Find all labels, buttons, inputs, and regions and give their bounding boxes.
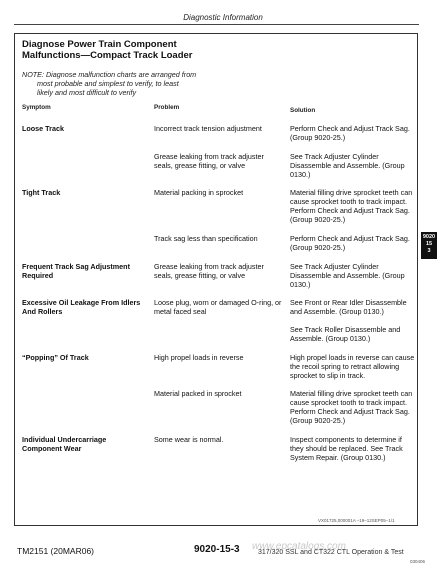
column-header-symptom: Symptom xyxy=(22,104,51,111)
row-3-solution: Material filling drive sprocket teeth can cause sprocket tooth to track impact. Perform Check and Adjust Track Sag. (Group 9020-25.) xyxy=(290,188,413,224)
reference-code: VX01725,000001A –19–12SEP05–1/1 xyxy=(318,518,395,523)
title-line-2: Malfunctions—Compact Track Loader xyxy=(22,50,193,61)
section-tab-line-3: 3 xyxy=(427,248,431,254)
note-line-3: likely and most difficult to verify xyxy=(37,88,137,97)
section-tab-line-2: 15 xyxy=(425,241,433,247)
row-10-solution: Inspect components to determine if they should be replaced. See Track System Repair. (Group 0130.) xyxy=(290,435,403,462)
section-tab-line-1: 9020 xyxy=(422,234,436,240)
row-4-solution: Perform Check and Adjust Track Sag. (Group 9020-25.) xyxy=(290,234,410,252)
row-3-symptom: Tight Track xyxy=(22,188,61,197)
section-header: Diagnostic Information xyxy=(183,13,263,22)
row-8-problem: High propel loads in reverse xyxy=(154,353,244,362)
footer-page-number: 9020-15-3 xyxy=(194,544,240,555)
note-line-2: most probable and simplest to verify, to least xyxy=(37,79,179,88)
row-6-solution: See Front or Rear Idler Disassemble and Assemble. (Group 0130.) xyxy=(290,298,407,316)
footer-manual-id: TM2151 (20MAR06) xyxy=(17,546,95,556)
row-1-solution: Perform Check and Adjust Track Sag. (Group 9020-25.) xyxy=(290,124,410,142)
note-line-1: NOTE: Diagnose malfunction charts are arranged from xyxy=(22,70,197,79)
title-line-1: Diagnose Power Train Component xyxy=(22,39,177,50)
footer-date-code: 030406 xyxy=(410,559,426,564)
row-10-problem: Some wear is normal. xyxy=(154,435,224,444)
row-5-solution: See Track Adjuster Cylinder Disassemble and Assemble. (Group 0130.) xyxy=(290,262,405,289)
row-10-symptom: Individual Undercarriage Component Wear xyxy=(22,435,107,453)
column-header-solution: Solution xyxy=(290,107,316,114)
page-title xyxy=(22,39,322,61)
row-5-problem: Grease leaking from track adjuster seals, grease fitting, or valve xyxy=(154,262,264,280)
row-8-symptom: “Popping” Of Track xyxy=(22,353,89,362)
row-9-solution: Material filling drive sprocket teeth can cause sprocket tooth to track impact. Perform Check and Adjust Track Sag. (Group 9020-25.) xyxy=(290,389,413,425)
row-1-problem: Incorrect track tension adjustment xyxy=(154,124,262,133)
row-4-problem: Track sag less than specification xyxy=(154,234,258,243)
section-tab xyxy=(421,232,437,259)
header-divider xyxy=(14,24,419,25)
row-6-problem: Loose plug, worn or damaged O-ring, or metal faced seal xyxy=(154,298,282,316)
watermark: www.epcatalogs.com xyxy=(252,541,346,552)
note-block xyxy=(22,70,242,97)
row-5-symptom: Frequent Track Sag Adjustment Required xyxy=(22,262,130,280)
row-2-solution: See Track Adjuster Cylinder Disassemble and Assemble. (Group 0130.) xyxy=(290,152,405,179)
row-9-problem: Material packed in sprocket xyxy=(154,389,242,398)
row-1-symptom: Loose Track xyxy=(22,124,64,133)
row-3-problem: Material packing in sprocket xyxy=(154,188,244,197)
row-2-problem: Grease leaking from track adjuster seals, grease fitting, or valve xyxy=(154,152,264,170)
row-7-solution: See Track Roller Disassemble and Assemble. (Group 0130.) xyxy=(290,325,401,343)
column-header-problem: Problem xyxy=(154,104,180,111)
row-8-solution: High propel loads in reverse can cause the recoil spring to retract allowing sprocket to slip in track. xyxy=(290,353,415,380)
row-6-symptom: Excessive Oil Leakage From Idlers And Rollers xyxy=(22,298,141,316)
footer-manual-title: 317/320 SSL and CT322 CTL Operation & Test xyxy=(258,549,404,556)
